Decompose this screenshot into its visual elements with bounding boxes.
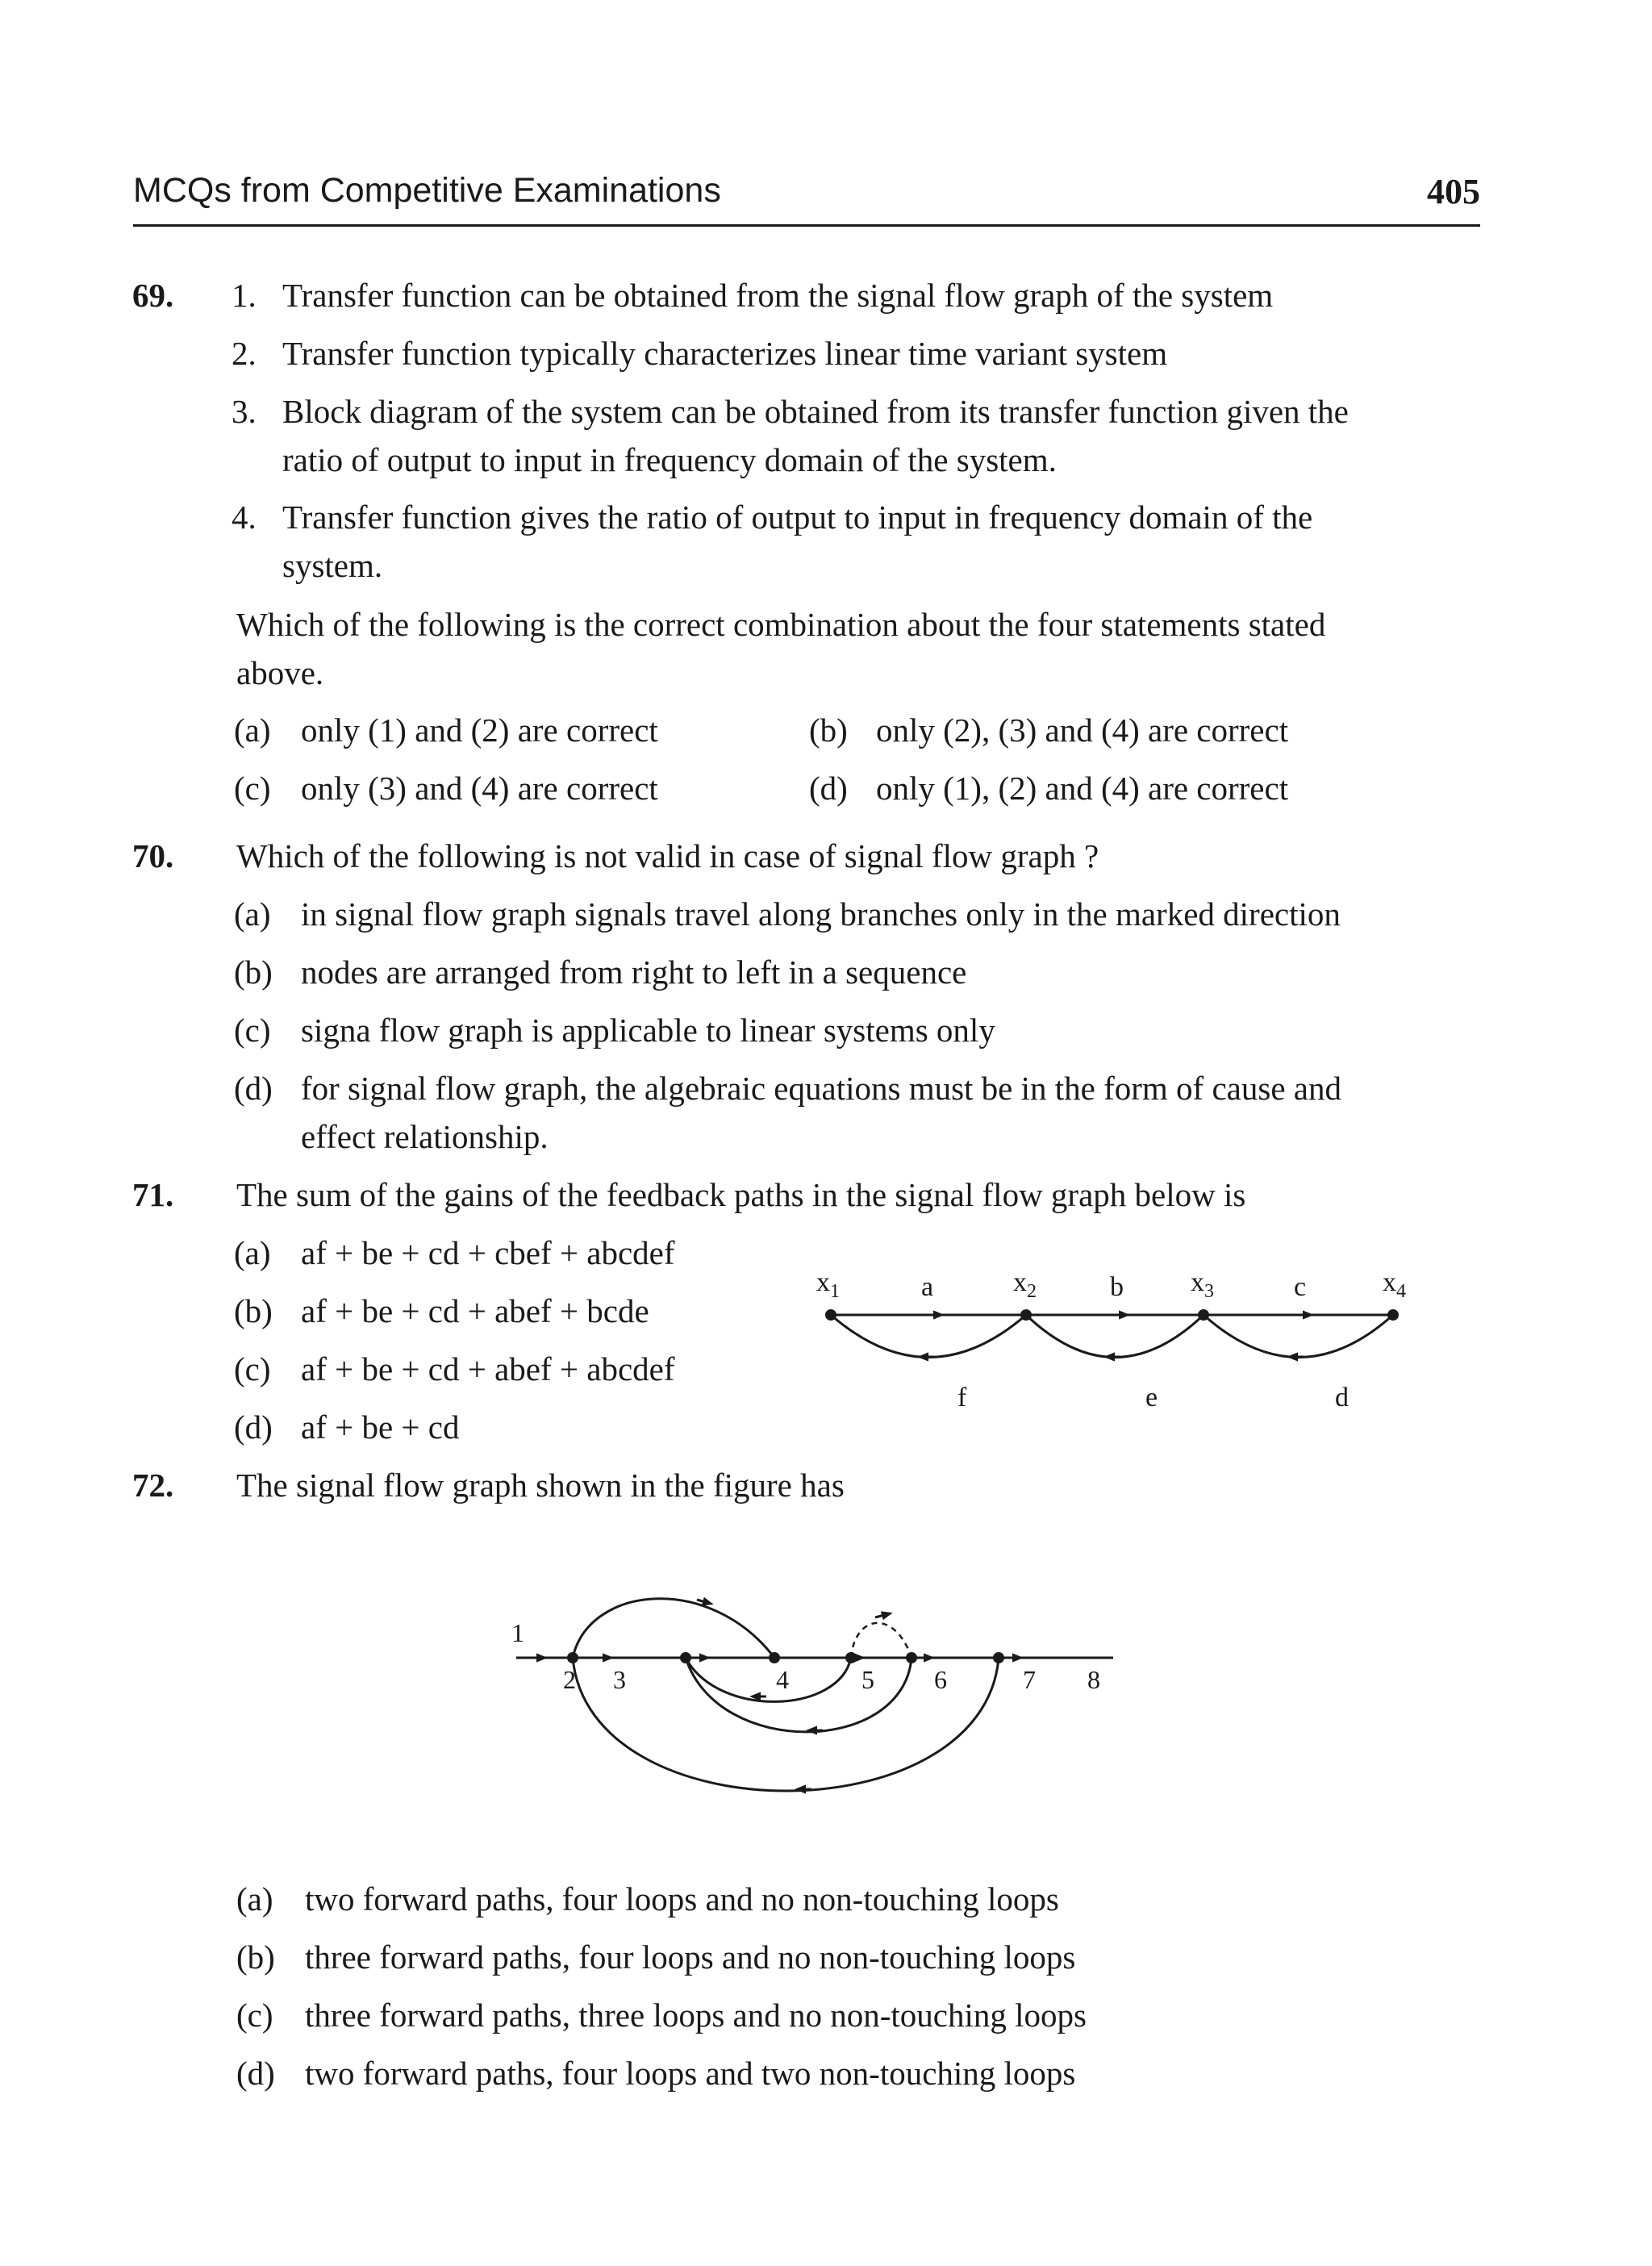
question-prompt: Which of the following is the correct combination about the four statements stated <box>236 606 1326 643</box>
option-text: for signal flow graph, the algebraic equations must be in the form of cause and <box>301 1070 1341 1107</box>
signal-flow-graph-q71 <box>774 1258 1436 1420</box>
node-subscript: 1 <box>830 1281 840 1302</box>
question-number-69: 69. <box>132 277 174 314</box>
question-text: Which of the following is not valid in case of signal flow graph ? <box>236 837 1099 874</box>
node-label: x <box>816 1267 830 1297</box>
node-6 <box>906 1652 917 1663</box>
option-label: (d) <box>234 1070 273 1107</box>
node-subscript: 4 <box>1396 1281 1406 1302</box>
option-label: (c) <box>234 1350 271 1388</box>
svg-text:x1 <box>816 1267 840 1302</box>
question-text: The sum of the gains of the feedback paths in the signal flow graph below is <box>236 1176 1246 1213</box>
question-text: The signal flow graph shown in the figure has <box>236 1467 845 1504</box>
statement-text: Transfer function typically characterizes linear time variant system <box>282 335 1168 372</box>
option-label: (b) <box>234 954 273 991</box>
option-label: (d) <box>234 1408 273 1446</box>
node-7 <box>993 1652 1004 1663</box>
statement-text: Block diagram of the system can be obtained from its transfer function given the <box>282 393 1349 430</box>
option-text: af + be + cd + abef + bcde <box>301 1292 649 1329</box>
option-label: (b) <box>809 712 848 749</box>
statement-text: Transfer function can be obtained from the signal flow graph of the system <box>282 277 1274 314</box>
option-text: signa flow graph is applicable to linear systems only <box>301 1012 995 1049</box>
page-number: 405 <box>1427 172 1480 211</box>
option-label: (a) <box>234 712 271 749</box>
option-text: af + be + cd <box>301 1408 460 1446</box>
branch-gain: a <box>921 1272 934 1302</box>
node-2 <box>567 1652 578 1663</box>
option-label: (d) <box>809 770 848 807</box>
option-label: (a) <box>234 895 271 933</box>
node-x1 <box>825 1309 836 1321</box>
node-5 <box>845 1652 857 1663</box>
option-text: af + be + cd + cbef + abcdef <box>301 1234 675 1271</box>
option-text: only (1), (2) and (4) are correct <box>876 770 1289 807</box>
statement-marker: 4. <box>232 499 257 536</box>
option-text-continued: effect relationship. <box>301 1118 549 1155</box>
question-number-72: 72. <box>132 1467 174 1504</box>
signal-flow-graph-q72 <box>500 1577 1129 1827</box>
running-title: MCQs from Competitive Examinations <box>133 171 721 210</box>
option-text: af + be + cd + abef + abcdef <box>301 1350 675 1388</box>
option-text: only (1) and (2) are correct <box>301 712 658 749</box>
node-label: x <box>1383 1267 1396 1297</box>
svg-text:x3 <box>1191 1267 1214 1302</box>
option-label: (a) <box>234 1234 271 1271</box>
option-text: two forward paths, four loops and two non-touching loops <box>305 2055 1076 2092</box>
page-header <box>133 171 1480 219</box>
header-rule <box>133 224 1480 227</box>
node-subscript: 2 <box>1027 1281 1037 1302</box>
option-text: nodes are arranged from right to left in a sequence <box>301 954 967 991</box>
option-label: (d) <box>236 2055 275 2092</box>
option-label: (c) <box>234 1012 271 1049</box>
option-text: three forward paths, four loops and no non-touching loops <box>305 1938 1076 1976</box>
question-number-71: 71. <box>132 1176 174 1213</box>
option-text: only (3) and (4) are correct <box>301 770 658 807</box>
node-label: 5 <box>861 1665 874 1694</box>
option-text: two forward paths, four loops and no non-touching loops <box>305 1880 1059 1918</box>
option-label: (c) <box>236 1997 273 2034</box>
svg-text:x2 <box>1013 1267 1037 1302</box>
option-label: (b) <box>234 1292 273 1329</box>
option-label: (b) <box>236 1938 275 1976</box>
node-3 <box>680 1652 691 1663</box>
option-text: only (2), (3) and (4) are correct <box>876 712 1289 749</box>
branch-gain: d <box>1335 1383 1349 1413</box>
node-x2 <box>1020 1309 1032 1321</box>
question-number-70: 70. <box>132 837 174 874</box>
option-text: three forward paths, three loops and no non-touching loops <box>305 1997 1087 2034</box>
node-label: x <box>1191 1267 1204 1297</box>
statement-text: Transfer function gives the ratio of output to input in frequency domain of the <box>282 499 1313 536</box>
question-prompt-continued: above. <box>236 654 324 691</box>
node-x3 <box>1198 1309 1209 1321</box>
branch-gain: e <box>1145 1383 1158 1413</box>
node-label: 2 <box>563 1665 576 1694</box>
input-label: 1 <box>511 1618 524 1647</box>
statement-text-continued: ratio of output to input in frequency domain of the system. <box>282 441 1057 478</box>
node-subscript: 3 <box>1204 1281 1214 1302</box>
node-label: 7 <box>1023 1665 1036 1694</box>
svg-text:x4 <box>1383 1267 1406 1302</box>
node-x4 <box>1387 1309 1399 1321</box>
option-label: (c) <box>234 770 271 807</box>
node-label: x <box>1013 1267 1027 1297</box>
statement-marker: 3. <box>232 393 257 430</box>
statement-marker: 1. <box>232 277 257 314</box>
node-label: 3 <box>613 1665 626 1694</box>
node-4 <box>769 1652 780 1663</box>
statement-text-continued: system. <box>282 547 383 584</box>
option-label: (a) <box>236 1880 273 1918</box>
statement-marker: 2. <box>232 335 257 372</box>
branch-gain: f <box>957 1383 967 1413</box>
branch-gain: b <box>1110 1272 1124 1302</box>
node-label: 6 <box>934 1665 947 1694</box>
node-label: 4 <box>776 1665 789 1694</box>
option-text: in signal flow graph signals travel along branches only in the marked direction <box>301 895 1341 933</box>
node-label: 8 <box>1087 1665 1100 1694</box>
branch-gain: c <box>1294 1272 1307 1302</box>
